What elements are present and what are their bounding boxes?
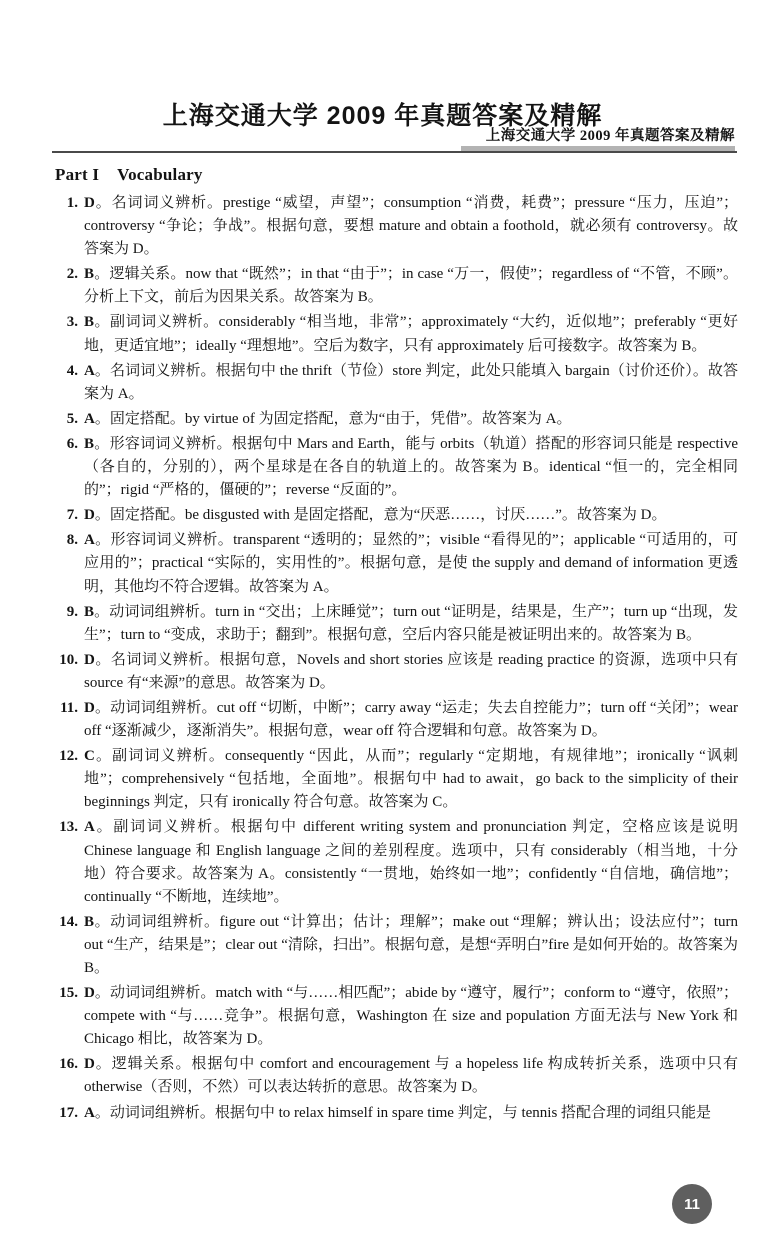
answer-letter: A <box>84 1104 95 1121</box>
explanation-text: 。副词词义辨析。consequently “因此，从而”；regularly “定期地，有规律地”；ironically “讽刺地”；comprehensively “包括地，全面地”。根据句中 had to await，go back to the simplicity of their beginnings 判定，只有 ironically 符合句意。故答案为 C。 <box>84 748 738 811</box>
item-explanation <box>84 263 738 309</box>
item-number: 14. <box>59 913 78 930</box>
answer-letter: D <box>84 651 95 668</box>
answer-item <box>54 311 738 357</box>
section-part-label: Part I <box>55 165 100 184</box>
item-explanation <box>84 192 738 261</box>
page-number: 11 <box>684 1195 700 1213</box>
item-explanation <box>84 408 738 431</box>
item-number: 15. <box>59 985 78 1002</box>
answer-item <box>54 982 738 1051</box>
answer-letter: B <box>84 913 95 930</box>
explanation-text: 。动词词组辨析。根据句中 to relax himself in spare time 判定，与 tennis 搭配合理的词组只能是 <box>94 1104 712 1121</box>
answer-item <box>54 529 738 598</box>
item-explanation <box>84 911 738 980</box>
item-number: 12. <box>59 748 78 765</box>
answer-letter: B <box>84 266 95 283</box>
answer-list <box>54 192 738 1125</box>
item-number: 7. <box>66 507 78 524</box>
answer-letter: D <box>84 1056 95 1073</box>
section-heading <box>55 165 765 185</box>
item-explanation <box>84 982 738 1051</box>
item-explanation <box>84 649 738 695</box>
item-number: 1. <box>66 195 78 211</box>
item-explanation <box>84 745 738 814</box>
explanation-text: 。动词词组辨析。cut off “切断，中断”；carry away “运走；失去自控能力”；turn off “关闭”；wear off “逐渐减少，逐渐消失”。根据句意，wear off 符合逻辑和句意。故答案为 D。 <box>84 699 738 740</box>
page-number-badge <box>672 1184 712 1224</box>
item-number: 4. <box>66 362 78 379</box>
item-explanation <box>84 433 738 502</box>
item-number: 17. <box>59 1104 78 1121</box>
item-number: 3. <box>66 314 78 331</box>
explanation-text: 。动词词组辨析。figure out “计算出；估计；理解”；make out “理解；辨认出；设法应付”；turn out “生产，结果是”；clear out “清除，扫出”。根据句意，是想“弄明白”fire 是如何开始的。故答案为 B。 <box>84 913 738 976</box>
item-number: 5. <box>66 410 78 427</box>
answer-item <box>54 263 738 309</box>
item-explanation <box>84 1102 738 1125</box>
answer-letter: D <box>84 195 95 211</box>
running-header <box>0 101 765 157</box>
answer-item <box>54 697 738 743</box>
document-page <box>0 101 765 1253</box>
explanation-text: 。动词词组辨析。turn in “交出；上床睡觉”；turn out “证明是，结果是，生产”；turn up “出现，发生”；turn to “变成，求助于；翻到”。根据句意，空后内容只能是被证明出来的。故答案为 B。 <box>84 603 738 643</box>
item-explanation <box>84 601 738 647</box>
answer-letter: B <box>84 603 95 620</box>
item-explanation <box>84 311 738 357</box>
item-explanation <box>84 697 738 743</box>
answer-item <box>54 601 738 647</box>
item-explanation <box>84 529 738 598</box>
item-number: 16. <box>59 1056 78 1073</box>
answer-item <box>54 911 738 980</box>
explanation-text: 。固定搭配。be disgusted with 是固定搭配，意为“厌恶……，讨厌……”。故答案为 D。 <box>94 507 667 524</box>
item-number: 13. <box>59 819 78 836</box>
answer-item <box>54 192 738 261</box>
answer-letter: B <box>84 435 95 452</box>
answer-letter: A <box>84 819 95 836</box>
answer-letter: B <box>84 314 95 331</box>
explanation-text: 。逻辑关系。根据句中 comfort and encouragement 与 a hopeless life 构成转折关系，选项中只有 otherwise（否则，不然）可以表达转折的意思。故答案为 D。 <box>84 1056 738 1096</box>
item-number: 11. <box>60 699 78 716</box>
explanation-text: 。名词词义辨析。根据句意，Novels and short stories 应该是 reading practice 的资源，选项中只有 source 有“来源”的意思。故答案为 D。 <box>84 651 738 691</box>
answer-item <box>54 408 738 431</box>
answer-item <box>54 745 738 814</box>
header-rule <box>52 151 737 153</box>
answer-item <box>54 649 738 695</box>
item-number: 6. <box>66 435 78 452</box>
answer-letter: D <box>84 507 95 524</box>
explanation-text: 。副词词义辨析。根据句中 different writing system and pronunciation 判定，空格应该是说明 Chinese language 和 English language 之间的差别程度。选项中，只有 considerably（相当地，十分地）符合要求。故答案为 A。consistently “一贯地，始终如一地”；confidently “自信地，确信地”；continually “不断地，连续地”。 <box>84 819 738 905</box>
answer-item <box>54 433 738 502</box>
answer-letter: D <box>84 699 95 716</box>
answer-item <box>54 816 738 908</box>
answer-item <box>54 1053 738 1099</box>
item-explanation <box>84 816 738 908</box>
running-header-title: 上海交通大学 2009 年真题答案及精解 <box>485 128 735 144</box>
answer-letter: C <box>84 748 95 765</box>
item-number: 9. <box>66 603 78 620</box>
answer-letter: D <box>84 985 95 1002</box>
explanation-text: 。逻辑关系。now that “既然”；in that “由于”；in case “万一，假使”；regardless of “不管，不顾”。分析上下文，前后为因果关系。故答案为 B。 <box>84 266 738 306</box>
explanation-text: 。形容词词义辨析。transparent “透明的；显然的”；visible “看得见的”；applicable “可适用的，可应用的”；practical “实际的，实用性的”。根据句意，是使 the supply and demand of information 更透明，其他均不符合逻辑。故答案为 A。 <box>84 532 738 595</box>
explanation-text: 。名词词义辨析。prestige “威望，声望”；consumption “消费，耗费”；pressure “压力，压迫”；controversy “争论；争战”。根据句意，要想 mature and obtain a foothold，就必须有 controversy。故答案为 D。 <box>84 195 738 258</box>
item-number: 10. <box>59 651 78 668</box>
item-number: 8. <box>66 532 78 549</box>
explanation-text: 。动词词组辨析。match with “与……相匹配”；abide by “遵守，履行”；conform to “遵守，依照”；compete with “与……竞争”。根据句意，Washington 在 size and population 方面无法与 New York 和 Chicago 相比，故答案为 D。 <box>84 985 738 1048</box>
answer-item <box>54 504 738 527</box>
answer-letter: A <box>84 532 95 549</box>
answer-letter: A <box>84 410 95 427</box>
item-explanation <box>84 1053 738 1099</box>
explanation-text: 。名词词义辨析。根据句中 the thrift（节俭）store 判定，此处只能填入 bargain（讨价还价）。故答案为 A。 <box>84 362 738 402</box>
answer-letter: A <box>84 362 95 379</box>
item-explanation <box>84 360 738 406</box>
item-number: 2. <box>66 266 78 283</box>
answer-item <box>54 360 738 406</box>
explanation-text: 。形容词词义辨析。根据句中 Mars and Earth，能与 orbits（轨道）搭配的形容词只能是 respective（各自的，分别的），两个星球是在各自的轨道上的。故答案为 B。identical “恒一的，完全相同的”；rigid “严格的，僵硬的”；reverse “反面的”。 <box>84 435 738 499</box>
document-title: 上海交通大学 2009 年真题答案及精解 <box>162 102 603 130</box>
item-explanation <box>84 504 738 527</box>
answer-item <box>54 1102 738 1125</box>
section-name-label: Vocabulary <box>117 165 203 184</box>
explanation-text: 。固定搭配。by virtue of 为固定搭配，意为“由于，凭借”。故答案为 A。 <box>94 410 572 427</box>
explanation-text: 。副词词义辨析。considerably “相当地，非常”；approximately “大约，近似地”；preferably “更好地，更适宜地”；ideally “理想地”。空后为数字，只有 approximately 后可接数字。故答案为 B。 <box>84 314 738 354</box>
